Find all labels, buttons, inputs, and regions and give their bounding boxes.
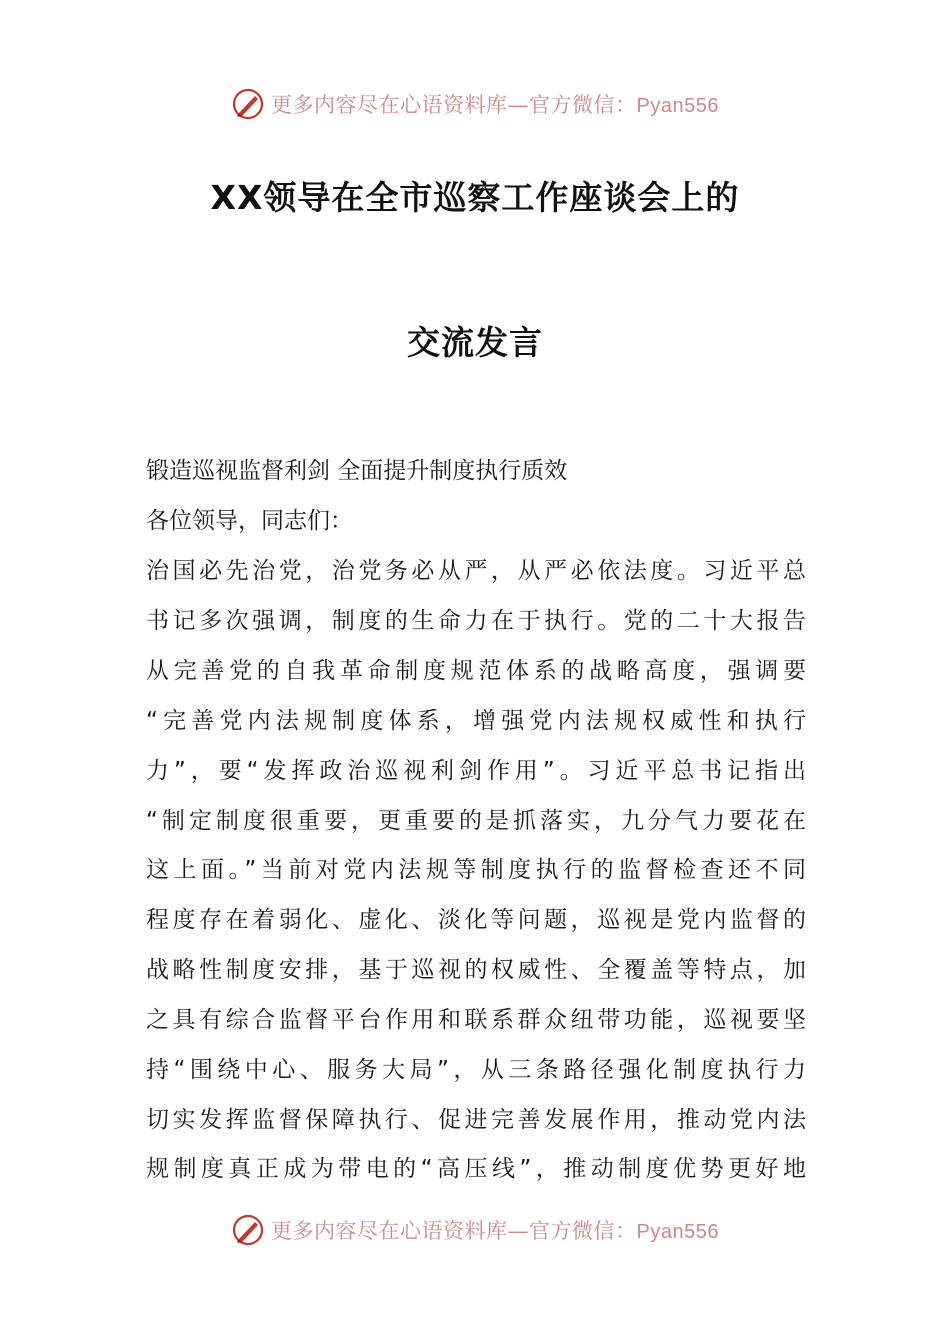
watermark-header	[0, 84, 950, 124]
pen-logo-icon	[231, 1213, 265, 1247]
paragraph-line: 持“围绕中心、服务大局”，从三条路径强化制度执行力	[146, 1057, 806, 1083]
pen-logo-icon	[231, 87, 265, 121]
watermark-footer	[0, 1210, 950, 1250]
paragraph-line: 战略性制度安排，基于巡视的权威性、全覆盖等特点，加	[146, 957, 806, 983]
paragraph-line: 书记多次强调，制度的生命力在于执行。党的二十大报告	[146, 608, 806, 634]
watermark-text	[271, 89, 719, 119]
paragraph-line: 力”，要“发挥政治巡视利剑作用”。习近平总书记指出	[146, 758, 806, 784]
watermark-text	[271, 1215, 719, 1245]
watermark-text-cn: 更多内容尽在心语资料库—官方微信：	[271, 93, 637, 117]
document-title-line2: 交流发言	[407, 323, 543, 362]
paragraph-line: “制定制度很重要，更重要的是抓落实，九分气力要花在	[146, 808, 806, 834]
paragraph-line: 切实发挥监督保障执行、促进完善发展作用，推动党内法	[146, 1107, 806, 1133]
paragraph-line: 从完善党的自我革命制度规范体系的战略高度，强调要	[146, 658, 806, 684]
greeting: 各位领导，同志们：	[146, 508, 353, 534]
paragraph-line: 这上面。”当前对党内法规等制度执行的监督检查还不同	[146, 857, 806, 883]
paragraph-line: 规制度真正成为带电的“高压线”，推动制度优势更好地	[146, 1156, 806, 1182]
paragraph-line: 程度存在着弱化、虚化、淡化等问题，巡视是党内监督的	[146, 907, 806, 933]
document-title-line1: XX领导在全市巡察工作座谈会上的	[210, 178, 740, 217]
paragraph-line: 治国必先治党，治党务必从严，从严必依法度。习近平总	[146, 558, 806, 584]
watermark-wechat-id: Pyan556	[636, 1221, 719, 1243]
watermark-wechat-id: Pyan556	[636, 95, 719, 117]
watermark-text-cn: 更多内容尽在心语资料库—官方微信：	[271, 1219, 637, 1243]
document-subtitle: 锻造巡视监督利剑 全面提升制度执行质效	[146, 458, 568, 484]
paragraph-line: 之具有综合监督平台作用和联系群众纽带功能，巡视要坚	[146, 1007, 806, 1033]
paragraph-line: “完善党内法规制度体系，增强党内法规权威性和执行	[146, 708, 806, 734]
